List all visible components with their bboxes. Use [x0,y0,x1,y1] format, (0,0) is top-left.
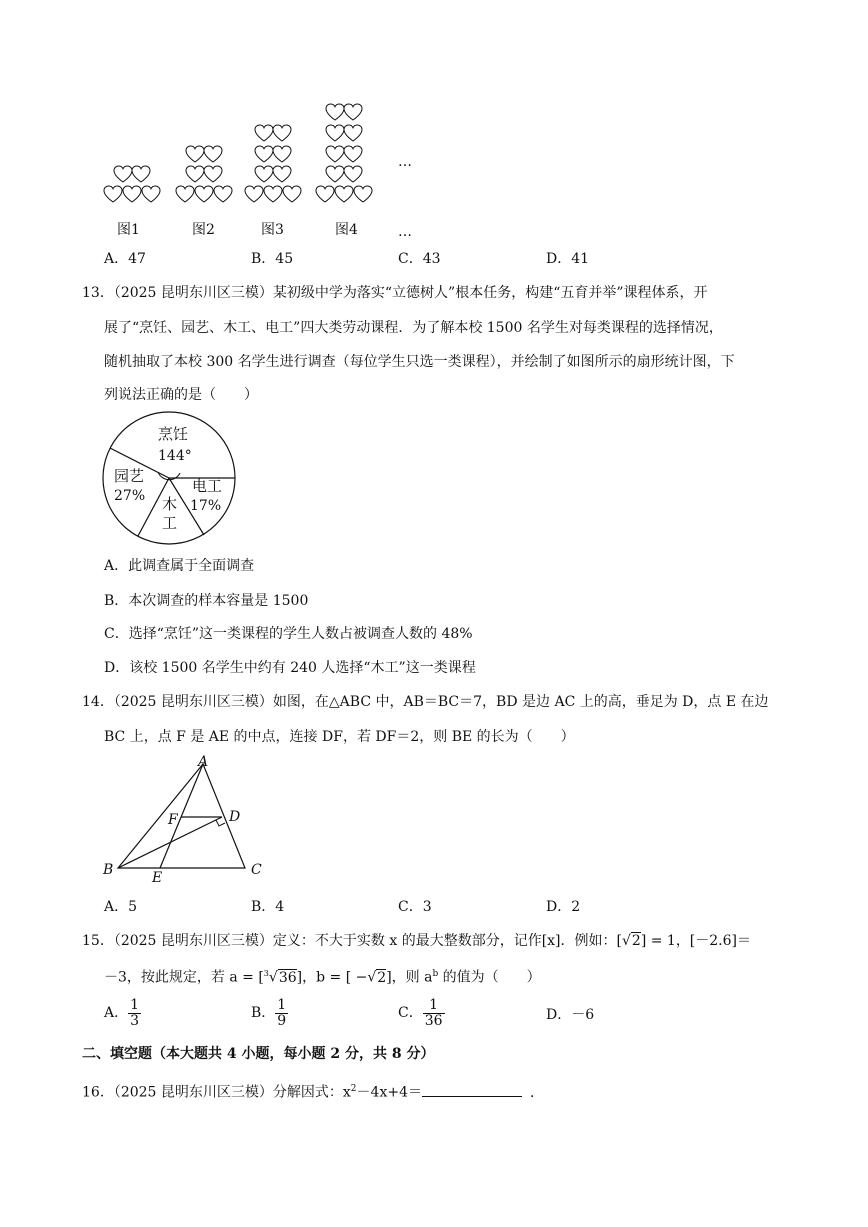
point-c: C [251,862,262,878]
segment-ae [160,764,203,868]
pie-label-yuanyi-pct: 27% [114,488,146,504]
q14-line-2: BC 上，点 F 是 AE 的中点，连接 DF，若 DF＝2，则 BE 的长为（ ） [104,729,575,745]
triangle-figure [100,752,270,886]
q13-line-2: 展了“烹饪、园艺、木工、电工”四大类劳动课程．为了解本校 1500 名学生对每类课程的选择情况， [104,320,723,336]
figure-3-hearts [245,125,301,202]
right-angle-mark [216,820,225,826]
pie-label-yuanyi: 园艺 [114,467,145,485]
pie-label-dian-pct: 17% [190,498,222,514]
point-b: B [103,862,114,878]
ellipsis-upper: … [398,154,412,170]
pie-label-gong: 工 [162,514,178,532]
point-f: F [168,812,178,828]
q12-option-a[interactable]: A．47 [104,251,146,267]
q14-option-d[interactable]: D．2 [546,899,581,915]
point-a: A [198,754,209,770]
q12-option-d[interactable]: D．41 [546,251,590,267]
pie-label-pengren: 烹饪 [158,425,189,443]
point-d: D [229,809,241,825]
q13-option-c[interactable]: C．选择“烹饪”这一类课程的学生人数占被调查人数的 48% [104,626,473,642]
q14-option-c[interactable]: C．3 [398,899,432,915]
figure-label-3: 图3 [261,222,284,238]
q13-option-b[interactable]: B．本次调查的样本容量是 1500 [104,593,309,609]
section-heading: 二、填空题（本大题共 4 小题，每小题 2 分，共 8 分） [82,1046,435,1062]
q15-option-d[interactable]: D．－6 [546,1007,595,1023]
q15-option-b[interactable]: B． $\frac{1}{9}$ [251,997,287,1029]
figure-1-hearts [104,166,160,202]
q16-line: 16．（2025 昆明东川区三模）分解因式：$x^2-4x+4=$ ． [82,1079,544,1103]
q13-option-d[interactable]: D．该校 1500 名学生中约有 240 人选择“木工”这一类课程 [104,660,476,676]
figure-label-4: 图4 [335,222,358,238]
figure-label-2: 图2 [192,222,215,238]
q12-option-b[interactable]: B．45 [251,251,294,267]
figure-4-hearts [316,104,372,202]
q13-line-3: 随机抽取了本校 300 名学生进行调查（每位学生只选一类课程），并绘制了如图所示的扇形统计图，下 [104,354,735,370]
q14-option-a[interactable]: A．5 [104,899,138,915]
ellipsis-lower: … [398,224,412,240]
q15-line-1: 15．（2025 昆明东川区三模）定义：不大于实数 x 的最大整数部分，记作[x]．例如：[√2] = 1，[－2.6]＝ [82,933,752,949]
point-e: E [152,870,163,886]
answer-blank[interactable] [422,1082,522,1097]
q15-option-c[interactable]: C． $\frac{1}{36}$ [398,997,443,1029]
q13-line-1: 13．（2025 昆明东川区三模）某初级中学为落实“立德树人”根本任务，构建“五育并举”课程体系，开 [82,285,708,301]
q15-option-a[interactable]: A． $\frac{1}{3}$ [104,997,140,1029]
pie-label-mu: 木 [162,495,178,513]
q14-line-1: 14．（2025 昆明东川区三模）如图，在△ABC 中，AB＝BC＝7，BD 是边 AC 上的高，垂足为 D，点 E 在边 [82,694,769,710]
hearts-pattern-figure [100,98,420,216]
pie-label-angle: 144° [158,448,192,464]
q15-line-2: －3，按此规定，若 a = [$^3$√36]，b = [ −√2]，则 $a^b$ 的值为（ ） [104,969,541,986]
figure-2-hearts [176,146,232,202]
q14-option-b[interactable]: B．4 [251,899,285,915]
pie-label-dian: 电工 [192,477,223,495]
q13-option-a[interactable]: A．此调查属于全面调查 [104,558,255,574]
q13-line-4: 列说法正确的是（ ） [104,387,258,403]
q12-option-c[interactable]: C．43 [398,251,441,267]
figure-label-1: 图1 [117,222,140,238]
